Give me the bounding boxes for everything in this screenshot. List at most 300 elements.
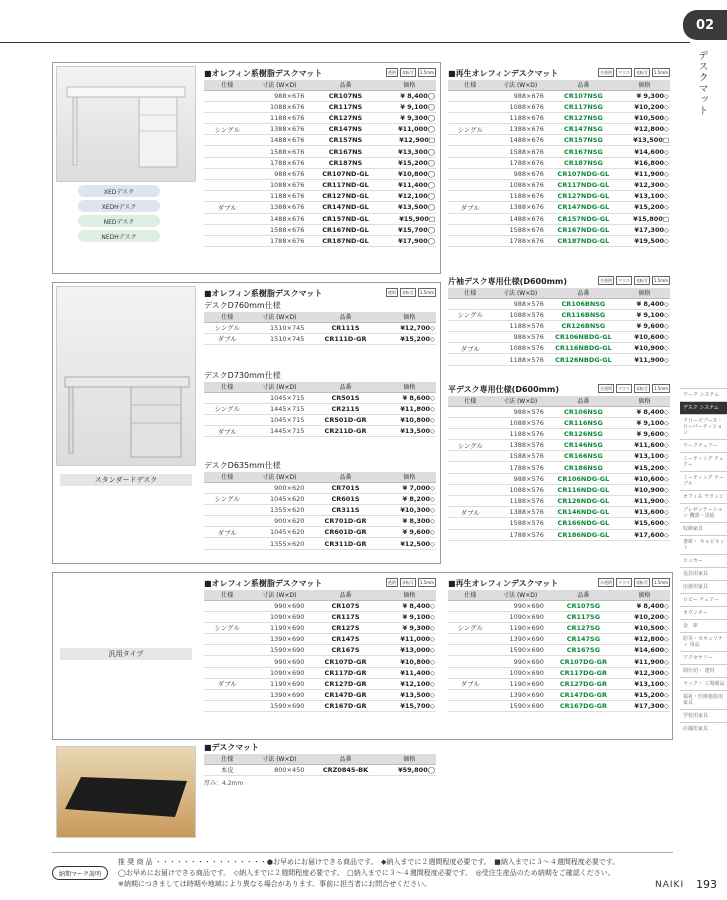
- col-header-type: 仕様: [204, 80, 250, 90]
- row-price: ¥11,000◇: [383, 634, 436, 645]
- row-size: 1445×715: [250, 403, 308, 414]
- table-olefin-d730: [204, 370, 436, 437]
- feature-badges: [386, 578, 436, 587]
- col-header-type: 仕様: [448, 288, 492, 298]
- row-part-number: CR127NDG-GL: [548, 191, 619, 202]
- table-row: [448, 101, 670, 112]
- row-type: [204, 701, 250, 712]
- row-type: シングル: [448, 440, 492, 451]
- row-size: 1388×576: [492, 507, 548, 518]
- row-price: ¥14,600◇: [619, 645, 670, 656]
- row-type: [448, 600, 492, 611]
- price-table: [204, 80, 436, 247]
- row-size: 1588×576: [492, 451, 548, 462]
- side-index-item[interactable]: 学校用家具: [680, 709, 727, 722]
- page-number: 193: [696, 878, 717, 891]
- table-row: [448, 678, 670, 689]
- row-type: [204, 90, 250, 101]
- row-type: [448, 462, 492, 473]
- row-price: ¥15,200◇: [619, 690, 670, 701]
- general-type-label: 汎用タイプ: [60, 648, 192, 660]
- table-title: ■オレフィン系樹脂デスクマット: [204, 69, 323, 78]
- row-part-number: CR211S: [308, 403, 382, 414]
- row-part-number: CR601S: [308, 493, 382, 504]
- col-header-price: 価格: [383, 590, 436, 600]
- row-size: 1788×676: [492, 157, 548, 168]
- side-index-item[interactable]: 収納家具: [680, 522, 727, 535]
- row-type: [448, 112, 492, 123]
- row-type: [204, 690, 250, 701]
- row-size: 1088×576: [492, 484, 548, 495]
- row-type: [448, 645, 492, 656]
- row-price: ¥12,800◇: [619, 634, 670, 645]
- table-title: 片袖デスク専用仕様(D600mm): [448, 277, 568, 286]
- row-part-number: CR117D-GR: [308, 667, 382, 678]
- row-price: ¥13,100◇: [619, 191, 670, 202]
- row-type: [204, 482, 250, 493]
- row-type: ダブル: [204, 426, 250, 437]
- row-type: [448, 157, 492, 168]
- table-header-row: [448, 590, 670, 600]
- row-size: 988×676: [250, 90, 308, 101]
- row-price: ¥ 8,200◇: [383, 493, 436, 504]
- side-index-item[interactable]: 役員用家具: [680, 567, 727, 580]
- row-type: [448, 473, 492, 484]
- table-olefin-ned: [204, 68, 436, 247]
- badge-mouse: マウス: [616, 68, 632, 77]
- row-type: ダブル: [204, 333, 250, 344]
- table-title: ■オレフィン系樹脂デスクマット: [204, 289, 323, 298]
- row-part-number: CR187NDG-GL: [548, 235, 619, 246]
- row-type: [448, 191, 492, 202]
- badge-thick: 1.5mm: [419, 580, 434, 585]
- row-type: [448, 428, 492, 439]
- row-size: 1788×676: [492, 235, 548, 246]
- row-part-number: CR127ND-GL: [308, 191, 382, 202]
- row-type: [204, 516, 250, 527]
- row-price: ¥12,800◇: [619, 124, 670, 135]
- col-header-size: 寸法 (W×D): [250, 382, 308, 392]
- table-header-row: [204, 382, 436, 392]
- col-header-price: 価格: [383, 312, 436, 322]
- badge-clear: 透明: [386, 578, 398, 587]
- row-size: 1188×576: [492, 354, 548, 365]
- row-price: ¥15,700◇: [383, 701, 436, 712]
- row-part-number: CR117NDG-GL: [548, 180, 619, 191]
- row-type: [204, 645, 250, 656]
- row-type: [204, 611, 250, 622]
- row-type: [204, 180, 250, 191]
- row-part-number: CR147D-GR: [308, 690, 382, 701]
- row-part-number: CR106NBDG-GL: [548, 332, 619, 343]
- row-size: 1188×576: [492, 320, 548, 331]
- row-part-number: CR117DG-GR: [548, 667, 619, 678]
- table-row: [448, 213, 670, 224]
- row-size: 1590×690: [250, 701, 308, 712]
- row-part-number: CR701S: [308, 482, 382, 493]
- table-row: [448, 667, 670, 678]
- table-row: [448, 135, 670, 146]
- row-price: ¥ 9,600◇: [619, 320, 670, 331]
- row-part-number: CR106NDG-GL: [548, 473, 619, 484]
- table-row: [204, 112, 436, 123]
- table-row: [204, 322, 436, 333]
- side-index: [680, 388, 727, 735]
- row-price: ¥ 8,400◇: [383, 600, 436, 611]
- row-part-number: CR127DG-GR: [548, 678, 619, 689]
- row-price: ¥13,600◇: [619, 507, 670, 518]
- row-type: [448, 701, 492, 712]
- col-header-pn: 品番: [308, 312, 382, 322]
- row-price: ¥11,400◯: [383, 180, 436, 191]
- table-recycled-general: [448, 578, 670, 712]
- col-header-price: 価格: [383, 382, 436, 392]
- row-type: [448, 101, 492, 112]
- col-header-price: 価格: [619, 396, 670, 406]
- side-index-item[interactable]: ミーティング テーブル: [680, 471, 727, 490]
- row-type: ダブル: [204, 678, 250, 689]
- row-part-number: CR167ND-GL: [308, 224, 382, 235]
- table-subtitle: デスクD730mm仕様: [204, 371, 281, 380]
- row-size: 1445×715: [250, 426, 308, 437]
- row-type: シングル: [448, 309, 492, 320]
- table-row: [448, 235, 670, 246]
- table-header-row: [448, 288, 670, 298]
- table-header-row: [204, 754, 436, 764]
- row-price: ¥11,900◇: [619, 656, 670, 667]
- row-part-number: CR157NDG-GL: [548, 213, 619, 224]
- row-type: ダブル: [448, 507, 492, 518]
- table-header-row: [448, 396, 670, 406]
- desk-illustration-1: [57, 67, 197, 183]
- row-price: ¥12,300◇: [619, 180, 670, 191]
- side-index-item[interactable]: プレゼンテーション 機器・黒板: [680, 503, 727, 522]
- side-index-item[interactable]: ラック・ 工場備品: [680, 677, 727, 690]
- row-price: ¥10,600◇: [619, 473, 670, 484]
- row-part-number: CR187ND-GL: [308, 235, 382, 246]
- row-part-number: CR147NDG-GL: [548, 202, 619, 213]
- row-size: 1190×690: [492, 622, 548, 633]
- table-row: [448, 656, 670, 667]
- row-size: 1090×690: [492, 667, 548, 678]
- table-olefin-d635: [204, 460, 436, 550]
- row-size: 1088×676: [492, 101, 548, 112]
- table-row: [204, 600, 436, 611]
- row-size: 1388×676: [250, 124, 308, 135]
- row-size: 1590×690: [492, 645, 548, 656]
- row-size: 1390×690: [250, 690, 308, 701]
- row-price: ¥13,500◇: [383, 426, 436, 437]
- row-part-number: CR167NDG-GL: [548, 224, 619, 235]
- row-part-number: CR501S: [308, 392, 382, 403]
- side-index-item[interactable]: ワーク システム: [680, 388, 727, 401]
- row-type: [204, 538, 250, 549]
- col-header-size: 寸法 (W×D): [250, 472, 308, 482]
- table-row: [448, 473, 670, 484]
- side-index-item[interactable]: 金 庫: [680, 619, 727, 632]
- leather-mat-photo: [56, 746, 196, 838]
- row-part-number: CR127S: [308, 622, 382, 633]
- row-price: ¥13,500◇: [383, 690, 436, 701]
- side-index-item[interactable]: ロッカー: [680, 554, 727, 567]
- table-row: [448, 451, 670, 462]
- row-size: 1088×676: [492, 180, 548, 191]
- col-header-size: 寸法 (W×D): [250, 312, 308, 322]
- row-part-number: CRZ0845-BK: [308, 764, 382, 775]
- model-pill-xedh: XEDHデスク: [78, 200, 160, 212]
- row-price: ¥10,600◇: [619, 332, 670, 343]
- xed-desk-photo: [56, 66, 196, 182]
- table-row: [204, 482, 436, 493]
- table-row: [204, 157, 436, 168]
- badge-nonglare: 非転写: [634, 276, 650, 285]
- row-type: [448, 484, 492, 495]
- side-index-item[interactable]: ロビー チェアー: [680, 593, 727, 606]
- row-part-number: CR126BNSG: [548, 320, 619, 331]
- side-index-item[interactable]: ワークチェアー: [680, 439, 727, 452]
- row-type: [448, 690, 492, 701]
- row-price: ¥13,100◇: [619, 451, 670, 462]
- row-type: [448, 146, 492, 157]
- row-part-number: CR106BNSG: [548, 298, 619, 309]
- table-header-row: [448, 80, 670, 90]
- row-size: 988×576: [492, 298, 548, 309]
- row-price: ¥10,500◇: [619, 112, 670, 123]
- table-header-row: [204, 590, 436, 600]
- row-type: ダブル: [204, 527, 250, 538]
- table-row: [448, 168, 670, 179]
- row-part-number: CR146NSG: [548, 440, 619, 451]
- col-header-pn: 品番: [548, 80, 619, 90]
- row-type: [448, 298, 492, 309]
- row-part-number: CR117SG: [548, 611, 619, 622]
- table-row: [448, 600, 670, 611]
- side-index-item[interactable]: 間仕切・ 建材: [680, 664, 727, 677]
- side-index-item[interactable]: 応接用家具: [680, 580, 727, 593]
- row-size: 1588×576: [492, 518, 548, 529]
- row-part-number: CR116NBDG-GL: [548, 343, 619, 354]
- col-header-type: 仕様: [204, 754, 250, 764]
- row-size: 1045×715: [250, 392, 308, 403]
- row-size: 1088×576: [492, 343, 548, 354]
- badge-nonglare: 非転写: [400, 68, 416, 77]
- table-row: [448, 518, 670, 529]
- row-part-number: CR147DG-GR: [548, 690, 619, 701]
- row-size: 1088×576: [492, 309, 548, 320]
- row-type: [448, 320, 492, 331]
- row-part-number: CR116BNSG: [548, 309, 619, 320]
- price-table: [204, 382, 436, 437]
- row-size: 1045×715: [250, 414, 308, 425]
- col-header-size: 寸法 (W×D): [492, 396, 548, 406]
- col-header-type: 仕様: [204, 382, 250, 392]
- row-price: ¥ 9,300◇: [619, 90, 670, 101]
- side-index-item[interactable]: 防災・セキュリティ 用品: [680, 632, 727, 651]
- row-size: 1390×690: [492, 634, 548, 645]
- feature-badges: [598, 276, 670, 285]
- row-part-number: CR187NSG: [548, 157, 619, 168]
- col-header-size: 寸法 (W×D): [250, 754, 308, 764]
- row-size: 1188×576: [492, 428, 548, 439]
- row-size: 988×576: [492, 473, 548, 484]
- table-row: [204, 764, 436, 775]
- row-price: ¥13,100◇: [619, 678, 670, 689]
- table-row: [204, 224, 436, 235]
- badge-nonglare: 非転写: [400, 288, 416, 297]
- row-part-number: CR127SG: [548, 622, 619, 633]
- table-row: [448, 406, 670, 417]
- col-header-type: 仕様: [448, 80, 492, 90]
- row-price: ¥ 8,600◇: [383, 392, 436, 403]
- row-part-number: CR107D-GR: [308, 656, 382, 667]
- side-index-item[interactable]: ミーティング チェアー: [680, 452, 727, 471]
- badge-nonglare: 非転写: [634, 384, 650, 393]
- legend-line-1: 推 奨 商 品 ・・・・・・・・・・・・・・・・●お早めにお届けできる商品です。 ◆納入までに２週間程度必要です。 ■納入までに３～４週間程度必要です。: [118, 858, 620, 866]
- row-type: シングル: [448, 124, 492, 135]
- row-part-number: CR106NSG: [548, 406, 619, 417]
- col-header-pn: 品番: [308, 80, 382, 90]
- row-price: ¥10,800◯: [383, 168, 436, 179]
- row-size: 988×676: [492, 168, 548, 179]
- row-price: ¥14,600◇: [619, 146, 670, 157]
- badge-mouse: マウス: [616, 276, 632, 285]
- col-header-price: 価格: [383, 754, 436, 764]
- row-part-number: CR117NS: [308, 101, 382, 112]
- header-rule: [0, 42, 690, 43]
- row-part-number: CR167NSG: [548, 146, 619, 157]
- row-part-number: CR701D-GR: [308, 516, 382, 527]
- col-header-price: 価格: [619, 590, 670, 600]
- row-price: ¥11,800◇: [383, 403, 436, 414]
- row-price: ¥12,300◇: [619, 667, 670, 678]
- table-olefin-d760: [204, 288, 436, 345]
- table-title: ■再生オレフィンデスクマット: [448, 579, 559, 588]
- row-price: ¥17,600◇: [619, 529, 670, 540]
- side-index-item[interactable]: オフィス ラウンジ: [680, 490, 727, 503]
- row-price: ¥10,900◇: [619, 484, 670, 495]
- table-row: [448, 180, 670, 191]
- row-type: [204, 101, 250, 112]
- table-row: [448, 484, 670, 495]
- table-row: [448, 496, 670, 507]
- row-size: 1090×690: [250, 667, 308, 678]
- standard-desk-label: スタンダードデスク: [60, 474, 192, 486]
- row-part-number: CR111S: [308, 322, 382, 333]
- row-type: [448, 451, 492, 462]
- row-size: 900×620: [250, 482, 308, 493]
- row-part-number: CR157NS: [308, 135, 382, 146]
- row-type: ダブル: [204, 202, 250, 213]
- badge-nonglare: 非転写: [634, 68, 650, 77]
- badge-thick: 1.5mm: [419, 70, 434, 75]
- side-index-item[interactable]: 福祉・医療施設用 家具: [680, 690, 727, 709]
- row-price: ¥10,900◇: [619, 343, 670, 354]
- col-header-pn: 品番: [308, 590, 382, 600]
- side-index-item[interactable]: アクセサリー: [680, 651, 727, 664]
- legend-line-3: ※納期につきましては時期や地域により異なる場合があります。事前に担当者にお問合せください。: [118, 880, 432, 888]
- row-price: ¥ 8,400◯: [383, 90, 436, 101]
- row-price: ¥15,600◇: [619, 518, 670, 529]
- row-size: 988×676: [492, 90, 548, 101]
- row-price: ¥ 9,100◇: [619, 417, 670, 428]
- row-type: [204, 656, 250, 667]
- table-header-row: [204, 80, 436, 90]
- row-type: [448, 611, 492, 622]
- table-olefin-general: [204, 578, 436, 712]
- col-header-size: 寸法 (W×D): [250, 80, 308, 90]
- side-index-item[interactable]: クローズブース・ ローパーティション: [680, 414, 727, 439]
- side-index-item[interactable]: デスク システム: [680, 401, 727, 414]
- col-header-type: 仕様: [204, 472, 250, 482]
- badge-nonglare: 非転写: [634, 578, 650, 587]
- row-type: [448, 90, 492, 101]
- row-type: [448, 634, 492, 645]
- table-row: [204, 656, 436, 667]
- table-title: ■デスクマット: [204, 743, 259, 752]
- row-price: ¥13,500□: [619, 135, 670, 146]
- table-subtitle: デスクD760mm仕様: [204, 301, 281, 310]
- badge-thick: 1.5mm: [419, 290, 434, 295]
- row-price: ¥13,300◯: [383, 146, 436, 157]
- row-type: シングル: [448, 622, 492, 633]
- row-size: 1188×676: [492, 112, 548, 123]
- side-index-item[interactable]: 店舗用家具: [680, 722, 727, 735]
- row-type: 本皮: [204, 764, 250, 775]
- row-part-number: CR187NS: [308, 157, 382, 168]
- row-size: 1045×620: [250, 527, 308, 538]
- row-type: [448, 496, 492, 507]
- table-row: [448, 157, 670, 168]
- side-index-item[interactable]: カウンター: [680, 606, 727, 619]
- row-size: 1388×676: [492, 124, 548, 135]
- row-size: 988×576: [492, 332, 548, 343]
- badge-semi: 半透明: [598, 578, 614, 587]
- model-pill-nedh: NEDHデスク: [78, 230, 160, 242]
- row-price: ¥ 9,600◇: [619, 428, 670, 439]
- table-leather-mat: [204, 742, 436, 787]
- row-price: ¥59,800◯: [383, 764, 436, 775]
- col-header-pn: 品番: [548, 396, 619, 406]
- row-type: [204, 414, 250, 425]
- col-header-price: 価格: [619, 288, 670, 298]
- row-part-number: CR186NSG: [548, 462, 619, 473]
- side-index-item[interactable]: 書庫・ キャビネット: [680, 535, 727, 554]
- row-size: 1355×620: [250, 504, 308, 515]
- table-row: [204, 527, 436, 538]
- row-price: ¥17,900◯: [383, 235, 436, 246]
- row-size: 900×620: [250, 516, 308, 527]
- row-type: [448, 135, 492, 146]
- row-price: ¥10,200◇: [619, 101, 670, 112]
- table-row: [448, 354, 670, 365]
- table-row: [204, 392, 436, 403]
- row-price: ¥ 8,300◇: [383, 516, 436, 527]
- table-row: [204, 235, 436, 246]
- badge-mouse: マウス: [616, 384, 632, 393]
- row-type: [204, 168, 250, 179]
- row-part-number: CR601D-GR: [308, 527, 382, 538]
- badge-thick: 1.5mm: [653, 70, 668, 75]
- row-price: ¥ 9,300◯: [383, 112, 436, 123]
- table-row: [448, 428, 670, 439]
- row-size: 1045×620: [250, 493, 308, 504]
- price-table: [204, 312, 436, 345]
- row-price: ¥12,100◇: [383, 678, 436, 689]
- table-row: [204, 403, 436, 414]
- row-type: シングル: [204, 493, 250, 504]
- table-row: [448, 529, 670, 540]
- row-part-number: CR311S: [308, 504, 382, 515]
